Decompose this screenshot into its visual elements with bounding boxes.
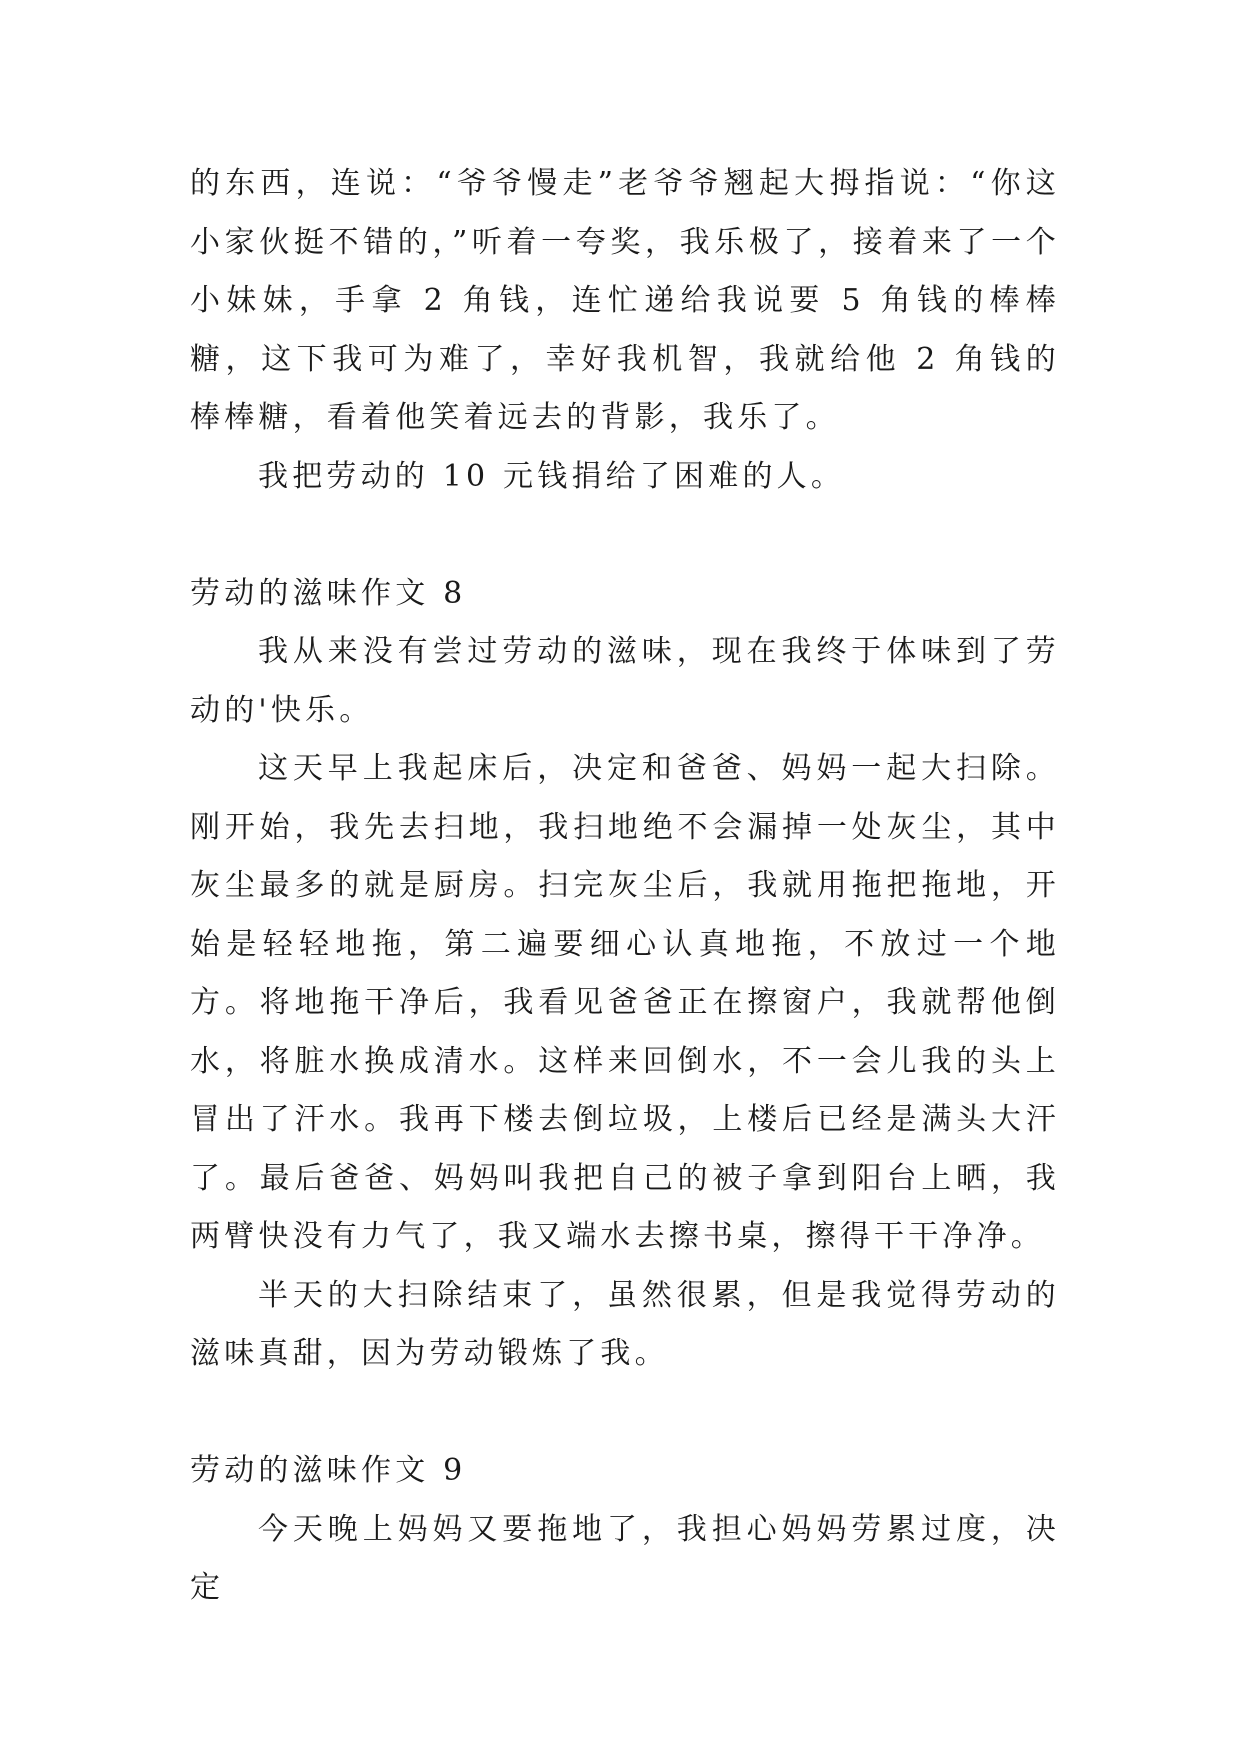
paragraph-essay-8-conclusion: 半天的大扫除结束了，虽然很累，但是我觉得劳动的滋味真甜，因为劳动锻炼了我。 xyxy=(190,1277,1060,1371)
section-heading-essay-8: 劳动的滋味作文 8 xyxy=(190,575,467,611)
paragraph-intro-continued: 的东西，连说：“爷爷慢走”老爷爷翘起大拇指说：“你这小家伙挺不错的，”听着一夸奖，我乐极了，接着来了一个小妹妹，手拿 2 角钱，连忙递给我说要 5 角钱的棒棒糖，这下我可为难了，幸好我机智，我就给他 2 角钱的棒棒糖，看着他笑着远去的背影，我乐了。 xyxy=(190,166,1060,435)
paragraph-essay-9-opening: 今天晚上妈妈又要拖地了，我担心妈妈劳累过度，决定 xyxy=(190,1511,1060,1605)
section-heading-essay-9: 劳动的滋味作文 9 xyxy=(190,1453,467,1488)
section-gap xyxy=(190,506,1060,565)
section-gap xyxy=(190,1384,1060,1443)
paragraph-essay-8-cleaning: 这天早上我起床后，决定和爸爸、妈妈一起大扫除。刚开始，我先去扫地，我扫地绝不会漏掉一处灰尘，其中灰尘最多的就是厨房。扫完灰尘后，我就用拖把拖地，开始是轻轻地拖，第二遍要细心认真地拖，不放过一个地方。将地拖干净后，我看见爸爸正在擦窗户，我就帮他倒水，将脏水换成清水。这样来回倒水，不一会儿我的头上冒出了汗水。我再下楼去倒垃圾，上楼后已经是满头大汗了。最后爸爸、妈妈叫我把自己的被子拿到阳台上晒，我两臂快没有力气了，我又端水去擦书桌，擦得干干净净。 xyxy=(190,751,1060,1254)
document-body xyxy=(190,155,1060,1618)
paragraph-donation: 我把劳动的 10 元钱捐给了困难的人。 xyxy=(258,458,846,494)
paragraph-essay-8-opening: 我从来没有尝过劳动的滋味，现在我终于体味到了劳动的'快乐。 xyxy=(190,634,1060,728)
